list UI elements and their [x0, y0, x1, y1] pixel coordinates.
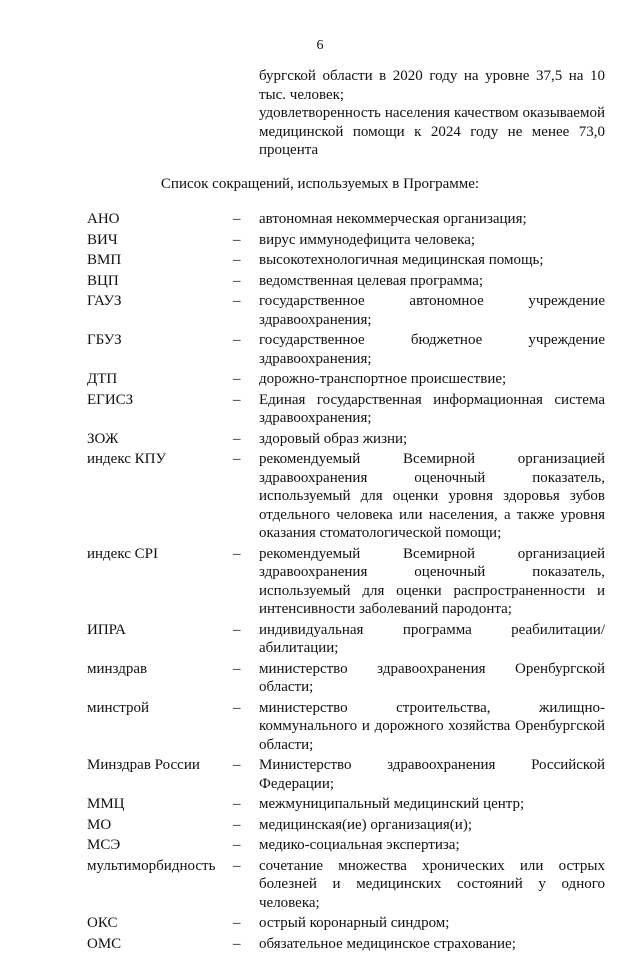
- abbreviation-term: ВЦП: [87, 272, 119, 289]
- abbreviation-term: мультиморбидность: [87, 857, 216, 874]
- intro-paragraph: удовлетворенность населения качеством оказываемой медицинской помощи к 2024 году не менее 73,0 процента: [259, 105, 605, 158]
- abbreviation-definition: Министерство здравоохранения Российской Федерации;: [259, 757, 605, 792]
- dash-separator: –: [233, 796, 241, 812]
- abbreviation-definition: дорожно-транспортное происшествие;: [259, 371, 507, 387]
- abbreviation-term: ВИЧ: [87, 231, 118, 248]
- abbreviation-row: [87, 272, 607, 291]
- abbreviation-definition: высокотехнологичная медицинская помощь;: [259, 252, 544, 268]
- dash-separator: –: [233, 272, 241, 289]
- abbreviation-definition: сочетание множества хронических или острых болезней и медицинских состояний у одного человека;: [259, 857, 605, 911]
- dash-separator: –: [233, 451, 241, 467]
- dash-separator: –: [233, 332, 241, 348]
- abbreviation-term: МСЭ: [87, 837, 121, 853]
- abbreviation-row: [87, 450, 607, 543]
- abbreviation-term: ГБУЗ: [87, 332, 122, 348]
- abbreviation-list-title: Список сокращений, используемых в Программе:: [160, 176, 480, 192]
- abbreviation-term: индекс CPI: [87, 545, 159, 562]
- dash-separator: –: [233, 545, 241, 562]
- page-number: 6: [316, 38, 324, 53]
- dash-separator: –: [233, 231, 241, 248]
- abbreviation-term: ОМС: [87, 935, 122, 952]
- abbreviation-term: Минздрав России: [87, 757, 200, 773]
- abbreviation-definition: вирус иммунодефицита человека;: [259, 231, 476, 248]
- abbreviation-row: [87, 857, 607, 913]
- dash-separator: –: [233, 660, 241, 677]
- abbreviation-definition: министерство строительства, жилищно-коммунального и дорожного хозяйства Оренбургской области;: [259, 699, 605, 753]
- abbreviation-row: [87, 231, 607, 250]
- intro-text-block: [259, 67, 605, 160]
- abbreviation-definition: ведомственная целевая программа;: [259, 272, 484, 289]
- abbreviation-term: ЗОЖ: [87, 430, 119, 447]
- abbreviation-row: [87, 660, 607, 697]
- abbreviation-term: ГАУЗ: [87, 293, 122, 309]
- abbreviation-definition: медико-социальная экспертиза;: [259, 837, 460, 853]
- abbreviation-row: [87, 935, 607, 954]
- abbreviation-term: ВМП: [87, 252, 122, 268]
- abbreviation-definition: межмуниципальный медицинский центр;: [259, 796, 525, 812]
- abbreviation-definition: рекомендуемый Всемирной организацией здравоохранения оценочный показатель, используемый для оценки уровня здоровья зубов отдельного человека или населения, а также уровня оказания стоматологической помощи;: [259, 451, 605, 541]
- abbreviation-row: [87, 816, 607, 835]
- dash-separator: –: [233, 293, 241, 309]
- abbreviation-row: [87, 756, 607, 793]
- abbreviation-row: [87, 699, 607, 755]
- abbreviation-term: МО: [87, 816, 112, 833]
- abbreviation-definition: государственное автономное учреждение здравоохранения;: [259, 293, 605, 328]
- dash-separator: –: [233, 371, 241, 387]
- dash-separator: –: [233, 857, 241, 874]
- abbreviation-definition: Единая государственная информационная система здравоохранения;: [259, 391, 605, 426]
- abbreviation-term: минстрой: [87, 699, 149, 716]
- abbreviation-definition: индивидуальная программа реабилитации/абилитации;: [259, 621, 605, 656]
- abbreviation-definition: автономная некоммерческая организация;: [259, 211, 527, 227]
- abbreviation-term: ИПРА: [87, 621, 126, 638]
- abbreviation-row: [87, 370, 607, 389]
- abbreviation-row: [87, 836, 607, 855]
- dash-separator: –: [233, 837, 241, 853]
- dash-separator: –: [233, 252, 241, 268]
- abbreviation-list: [87, 210, 607, 955]
- abbreviation-term: ММЦ: [87, 796, 125, 812]
- abbreviation-row: [87, 430, 607, 449]
- abbreviation-row: [87, 292, 607, 329]
- dash-separator: –: [233, 816, 241, 833]
- abbreviation-definition: медицинская(ие) организация(и);: [259, 816, 472, 833]
- abbreviation-row: [87, 621, 607, 658]
- abbreviation-term: минздрав: [87, 660, 148, 677]
- abbreviation-row: [87, 251, 607, 270]
- dash-separator: –: [233, 621, 241, 638]
- dash-separator: –: [233, 935, 241, 952]
- abbreviation-definition: здоровый образ жизни;: [259, 430, 408, 447]
- abbreviation-definition: острый коронарный синдром;: [259, 915, 450, 931]
- intro-paragraph: бургской области в 2020 году на уровне 37,5 на 10 тыс. человек;: [259, 68, 605, 103]
- abbreviation-row: [87, 210, 607, 229]
- abbreviation-definition: рекомендуемый Всемирной организацией здравоохранения оценочный показатель, используемый для оценки распространенности и интенсивности заболеваний пародонта;: [259, 545, 605, 617]
- abbreviation-row: [87, 795, 607, 814]
- abbreviation-term: ЕГИСЗ: [87, 391, 134, 408]
- dash-separator: –: [233, 757, 241, 773]
- abbreviation-row: [87, 545, 607, 619]
- dash-separator: –: [233, 211, 241, 227]
- abbreviation-term: АНО: [87, 211, 120, 227]
- abbreviation-row: [87, 914, 607, 933]
- dash-separator: –: [233, 430, 241, 447]
- dash-separator: –: [233, 915, 241, 931]
- dash-separator: –: [233, 699, 241, 716]
- abbreviation-definition: министерство здравоохранения Оренбургской области;: [259, 660, 605, 695]
- abbreviation-definition: государственное бюджетное учреждение здравоохранения;: [259, 332, 605, 367]
- dash-separator: –: [233, 391, 241, 408]
- abbreviation-definition: обязательное медицинское страхование;: [259, 935, 516, 952]
- abbreviation-term: индекс КПУ: [87, 451, 167, 467]
- abbreviation-row: [87, 331, 607, 368]
- abbreviation-term: ДТП: [87, 371, 118, 387]
- abbreviation-row: [87, 391, 607, 428]
- abbreviation-term: ОКС: [87, 915, 118, 931]
